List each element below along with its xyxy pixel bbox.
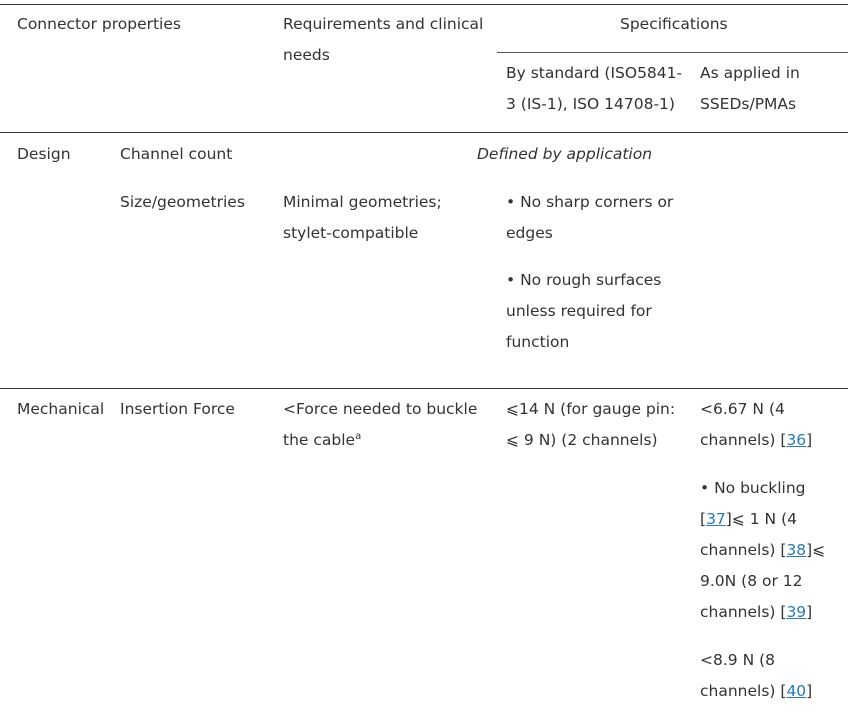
mechanical-req-line2-text: the cable: [283, 431, 356, 449]
design-bullet1-line2: edges: [506, 224, 553, 242]
applied-b-line5-close: ]: [806, 603, 813, 621]
header-specifications: Specifications: [620, 15, 728, 33]
design-channel-count: Channel count: [120, 145, 233, 163]
ref-39-link[interactable]: 39: [786, 603, 807, 621]
header-by-standard-line1: By standard (ISO5841-: [506, 64, 683, 82]
design-bullet2-line1: • No rough surfaces: [506, 271, 662, 289]
mechanical-insertion-force: Insertion Force: [120, 400, 235, 418]
header-bottom-rule: [0, 132, 848, 133]
ref-37-link[interactable]: 37: [706, 510, 726, 528]
header-as-applied-line1: As applied in: [700, 64, 800, 82]
applied-a-line2: [700, 425, 812, 456]
applied-c-line2-pre: channels) [: [700, 682, 787, 700]
mechanical-std-line1: ⩽14 N (for gauge pin:: [506, 400, 676, 418]
header-as-applied-line2: SSEDs/PMAs: [700, 95, 797, 113]
header-by-standard-line2: 3 (IS-1), ISO 14708-1): [506, 95, 675, 113]
applied-b-line1: • No buckling: [700, 479, 806, 497]
section-rule-mechanical: [0, 388, 848, 389]
header-requirements-line1: Requirements and clinical: [283, 15, 484, 33]
design-bullet1-line1: • No sharp corners or: [506, 193, 674, 211]
applied-b-line2-open: [: [700, 510, 707, 528]
applied-a-line1: <6.67 N (4: [700, 400, 785, 418]
design-defined-by-application: [477, 139, 652, 170]
mechanical-req-line2: [283, 425, 361, 456]
specifications-subrule: [497, 52, 848, 53]
ref-38-link[interactable]: 38: [786, 541, 807, 559]
applied-c-line2: [700, 676, 812, 707]
applied-b-line3-pre: channels) [: [700, 541, 787, 559]
mechanical-category: Mechanical: [17, 400, 105, 418]
ref-36-link[interactable]: 36: [786, 431, 807, 449]
design-category: Design: [17, 145, 71, 163]
header-requirements-line2: needs: [283, 46, 330, 64]
applied-b-line4: 9.0N (8 or 12: [700, 572, 803, 590]
applied-c-line1: <8.9 N (8: [700, 651, 775, 669]
ref-40-link[interactable]: 40: [786, 682, 807, 700]
defined-by-application-text: Defined by application: [477, 145, 653, 163]
applied-a-line2-pre: channels) [: [700, 431, 787, 449]
design-bullet2-line2: unless required for: [506, 302, 652, 320]
mechanical-req-line1: <Force needed to buckle: [283, 400, 478, 418]
applied-a-line2-close: ]: [806, 431, 813, 449]
applied-b-line5: [700, 597, 812, 628]
footnote-marker-a: a: [355, 431, 362, 442]
applied-b-line2: [700, 504, 797, 535]
design-req-line2: stylet-compatible: [283, 224, 419, 242]
applied-b-line2-post: ]⩽ 1 N (4: [725, 510, 797, 528]
applied-b-line3-post: ]⩽: [806, 541, 826, 559]
header-connector-properties: Connector properties: [17, 15, 181, 33]
mechanical-std-line2: ⩽ 9 N) (2 channels): [506, 431, 658, 449]
design-size-geometries: Size/geometries: [120, 193, 245, 211]
applied-c-line2-close: ]: [806, 682, 813, 700]
applied-b-line3: [700, 535, 825, 566]
applied-b-line5-pre: channels) [: [700, 603, 787, 621]
design-req-line1: Minimal geometries;: [283, 193, 442, 211]
table-top-rule: [0, 4, 848, 5]
design-bullet2-line3: function: [506, 333, 570, 351]
